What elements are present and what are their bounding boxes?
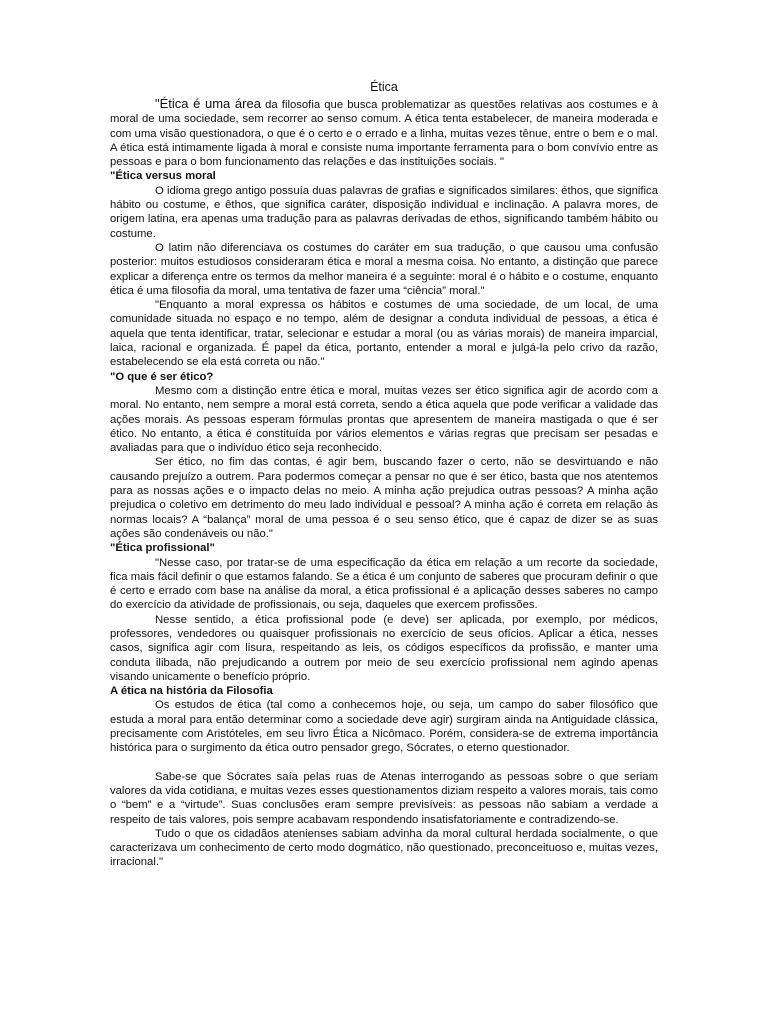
paragraph-spacer xyxy=(110,756,658,770)
paragraph: Nesse sentido, a ética profissional pode (e deve) ser aplicada, por exemplo, por médicos, professores, vendedores ou quaisquer profissionais no exercício de seus ofícios. Aplicar a ética, nesses casos, significa agir com lisura, respeitando as leis, os códigos específicos da profissão, e manter uma conduta ilibada, não prejudicando a outrem por meio de seu exercício profissional nem agindo apenas visando unicamente o benefício próprio. xyxy=(110,613,658,683)
section-heading-etica-profissional: "Ética profissional" xyxy=(110,542,215,555)
page-title: Ética xyxy=(370,80,398,94)
paragraph: O latim não diferenciava os costumes do caráter em sua tradução, o que causou uma confusão posterior: muitos estudiosos consideraram ética e moral a mesma coisa. No entanto, a distinção que parece explicar a diferença entre os termos da melhor maneira é a seguinte: moral é o hábito e o costume, enquanto ética é uma filosofia da moral, uma tentativa de fazer uma “ciência” moral." xyxy=(110,241,658,297)
paragraph: Sabe-se que Sócrates saía pelas ruas de Atenas interrogando as pessoas sobre o que seriam valores da vida cotidiana, e muitas vezes esses questionamentos diziam respeito a valores morais, tais como o “bem” e a “virtude”. Suas conclusões eram sempre previsíveis: as pessoas não sabiam a verdade a respeito de tais valores, pois sempre acabavam respondendo insatisfatoriamente e contradizendo-se. xyxy=(110,770,658,826)
section-heading-etica-na-historia: A ética na história da Filosofia xyxy=(110,685,273,698)
paragraph: "Nesse caso, por tratar-se de uma especificação da ética em relação a um recorte da sociedade, fica mais fácil definir o que estamos falando. Se a ética é um conjunto de saberes que procuram definir o que é certo e errado com base na análise da moral, a ética profissional é a aplicação desses saberes no campo do exercício da atividade de profissionais, ou seja, daqueles que exercem profissões. xyxy=(110,556,658,612)
paragraph: Tudo o que os cidadãos atenienses sabiam advinha da moral cultural herdada socialmente, o que caracterizava um conhecimento de certo modo dogmático, não questionado, preconceituoso e, muitas vezes, irracional." xyxy=(110,827,658,869)
intro-lead: "Ética é uma área xyxy=(155,96,261,111)
paragraph: Mesmo com a distinção entre ética e moral, muitas vezes ser ético significa agir de acordo com a moral. No entanto, nem sempre a moral está correta, sendo a ética aquela que pode verificar a validade das ações morais. As pessoas esperam fórmulas prontas que apresentem de maneira mastigada o que é ser ético. No entanto, a ética é constituída por vários elementos e várias regras que precisam ser pesadas e avaliadas para que o indivíduo ético seja reconhecido. xyxy=(110,384,658,455)
paragraph: Os estudos de ética (tal como a conhecemos hoje, ou seja, um campo do saber filosófico que estuda a moral para então determinar como a sociedade deve agir) surgiram ainda na Antiguidade clássica, precisamente com Aristóteles, em seu livro Ética a Nicômaco. Porém, considera-se de extrema importância histórica para o surgimento da ética outro pensador grego, Sócrates, o eterno questionador. xyxy=(110,699,658,755)
section-heading-o-que-e-ser-etico: "O que é ser ético? xyxy=(110,370,214,383)
intro-paragraph xyxy=(110,97,658,169)
paragraph: "Enquanto a moral expressa os hábitos e costumes de uma sociedade, de um local, de uma comunidade situada no espaço e no tempo, além de designar a conduta individual de pessoas, a ética é aquela que tenta identificar, tratar, selecionar e estudar a moral (ou as várias morais) de maneira imparcial, laica, racional e organizada. É papel da ética, portanto, entender a moral e julgá-la pelo crivo da razão, estabelecendo se ela está correta ou não." xyxy=(110,299,658,369)
intro-rest: da filosofia que busca problematizar as questões relativas aos costumes e à moral de uma sociedade, sem recorrer ao senso comum. A ética tenta estabelecer, de maneira moderada e com uma visão questionadora, o que é o certo e o errado e a linha, muitas vezes tênue, entre o bem e o mal. A ética está intimamente ligada à moral e consiste numa importante ferramenta para o bom convívio entre as pessoas e para o bom funcionamento das relações e das instituições sociais. " xyxy=(110,99,659,169)
paragraph: O idioma grego antigo possuía duas palavras de grafias e significados similares: éthos, que significa hábito ou costume, e êthos, que significa caráter, disposição individual e inclinação. A palavra mores, de origem latina, era apenas uma tradução para as palavras derivadas de ethos, significando também hábito ou costume. xyxy=(110,184,658,240)
section-heading-etica-versus-moral: "Ética versus moral xyxy=(110,170,216,183)
paragraph: Ser ético, no fim das contas, é agir bem, buscando fazer o certo, não se desvirtuando e não causando prejuízo a outrem. Para podermos começar a pensar no que é ser ético, basta que nos atentemos para as nossas ações e o impacto delas no meio. A minha ação prejudica outras pessoas? A minha ação prejudica o coletivo em detrimento do meu lado individual e pessoal? A minha ação é correta em relação às normas locais? A “balança” moral de uma pessoa é o seu senso ético, que é capaz de dizer se as suas ações são condenáveis ou não." xyxy=(110,456,658,540)
document-body xyxy=(110,80,658,870)
